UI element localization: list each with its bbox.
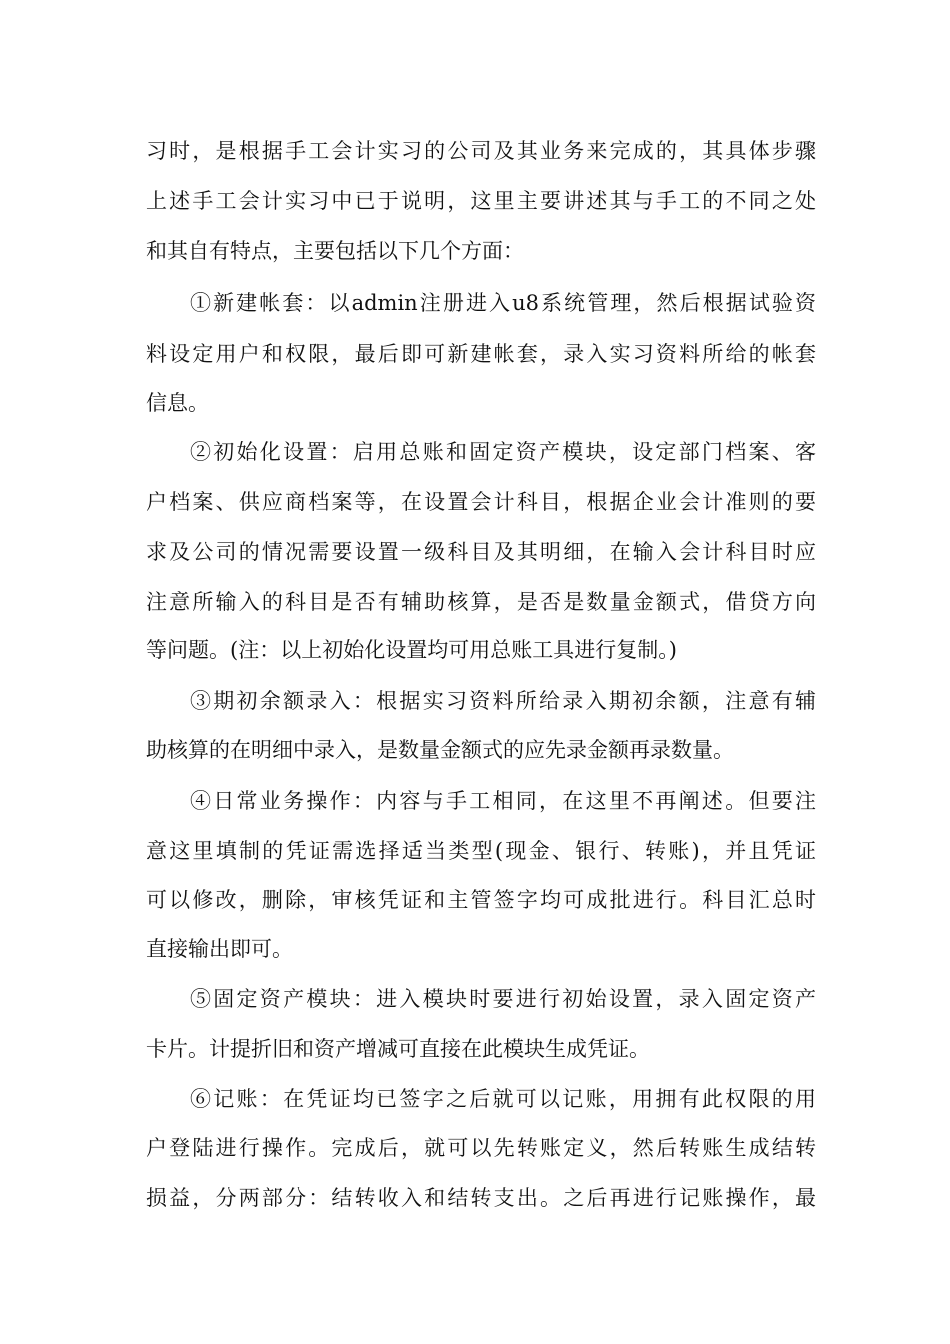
text-line: 直接输出即可。	[146, 937, 293, 961]
text-line: 等问题。(注：以上初始化设置均可用总账工具进行复制。)	[146, 638, 677, 662]
text-line: 注意所输入的科目是否有辅助核算，是否是数量金额式，借贷方向	[146, 590, 816, 614]
text-line: 户档案、供应商档案等，在设置会计科目，根据企业会计准则的要	[146, 490, 816, 514]
text-line: 和其自有特点，主要包括以下几个方面：	[146, 239, 524, 263]
text-line: 可以修改，删除，审核凭证和主管签字均可成批进行。科目汇总时	[146, 888, 816, 912]
paragraph-first-line: ①新建帐套：以admin注册进入u8系统管理，然后根据试验资	[190, 291, 816, 315]
paragraph-first-line: ⑤固定资产模块：进入模块时要进行初始设置，录入固定资产	[190, 987, 816, 1011]
text-line: 求及公司的情况需要设置一级科目及其明细，在输入会计科目时应	[146, 540, 816, 564]
text-line: 卡片。计提折旧和资产增减可直接在此模块生成凭证。	[146, 1037, 650, 1061]
paragraph-first-line: ②初始化设置：启用总账和固定资产模块，设定部门档案、客	[190, 440, 816, 464]
text-line: 户登陆进行操作。完成后，就可以先转账定义，然后转账生成结转	[146, 1136, 816, 1160]
text-line: 料设定用户和权限，最后即可新建帐套，录入实习资料所给的帐套	[146, 342, 816, 366]
text-line: 信息。	[146, 391, 209, 415]
text-line: 损益，分两部分：结转收入和结转支出。之后再进行记账操作，最	[146, 1186, 816, 1210]
text-line: 习时，是根据手工会计实习的公司及其业务来完成的，其具体步骤	[146, 139, 816, 163]
text-line: 意这里填制的凭证需选择适当类型(现金、银行、转账)，并且凭证	[146, 839, 816, 863]
paragraph-first-line: ③期初余额录入：根据实习资料所给录入期初余额，注意有辅	[190, 689, 816, 713]
text-line: 上述手工会计实习中已于说明，这里主要讲述其与手工的不同之处	[146, 189, 816, 213]
text-line: 助核算的在明细中录入，是数量金额式的应先录金额再录数量。	[146, 738, 734, 762]
paragraph-first-line: ④日常业务操作：内容与手工相同，在这里不再阐述。但要注	[190, 789, 816, 813]
paragraph-first-line: ⑥记账：在凭证均已签字之后就可以记账，用拥有此权限的用	[190, 1087, 816, 1111]
